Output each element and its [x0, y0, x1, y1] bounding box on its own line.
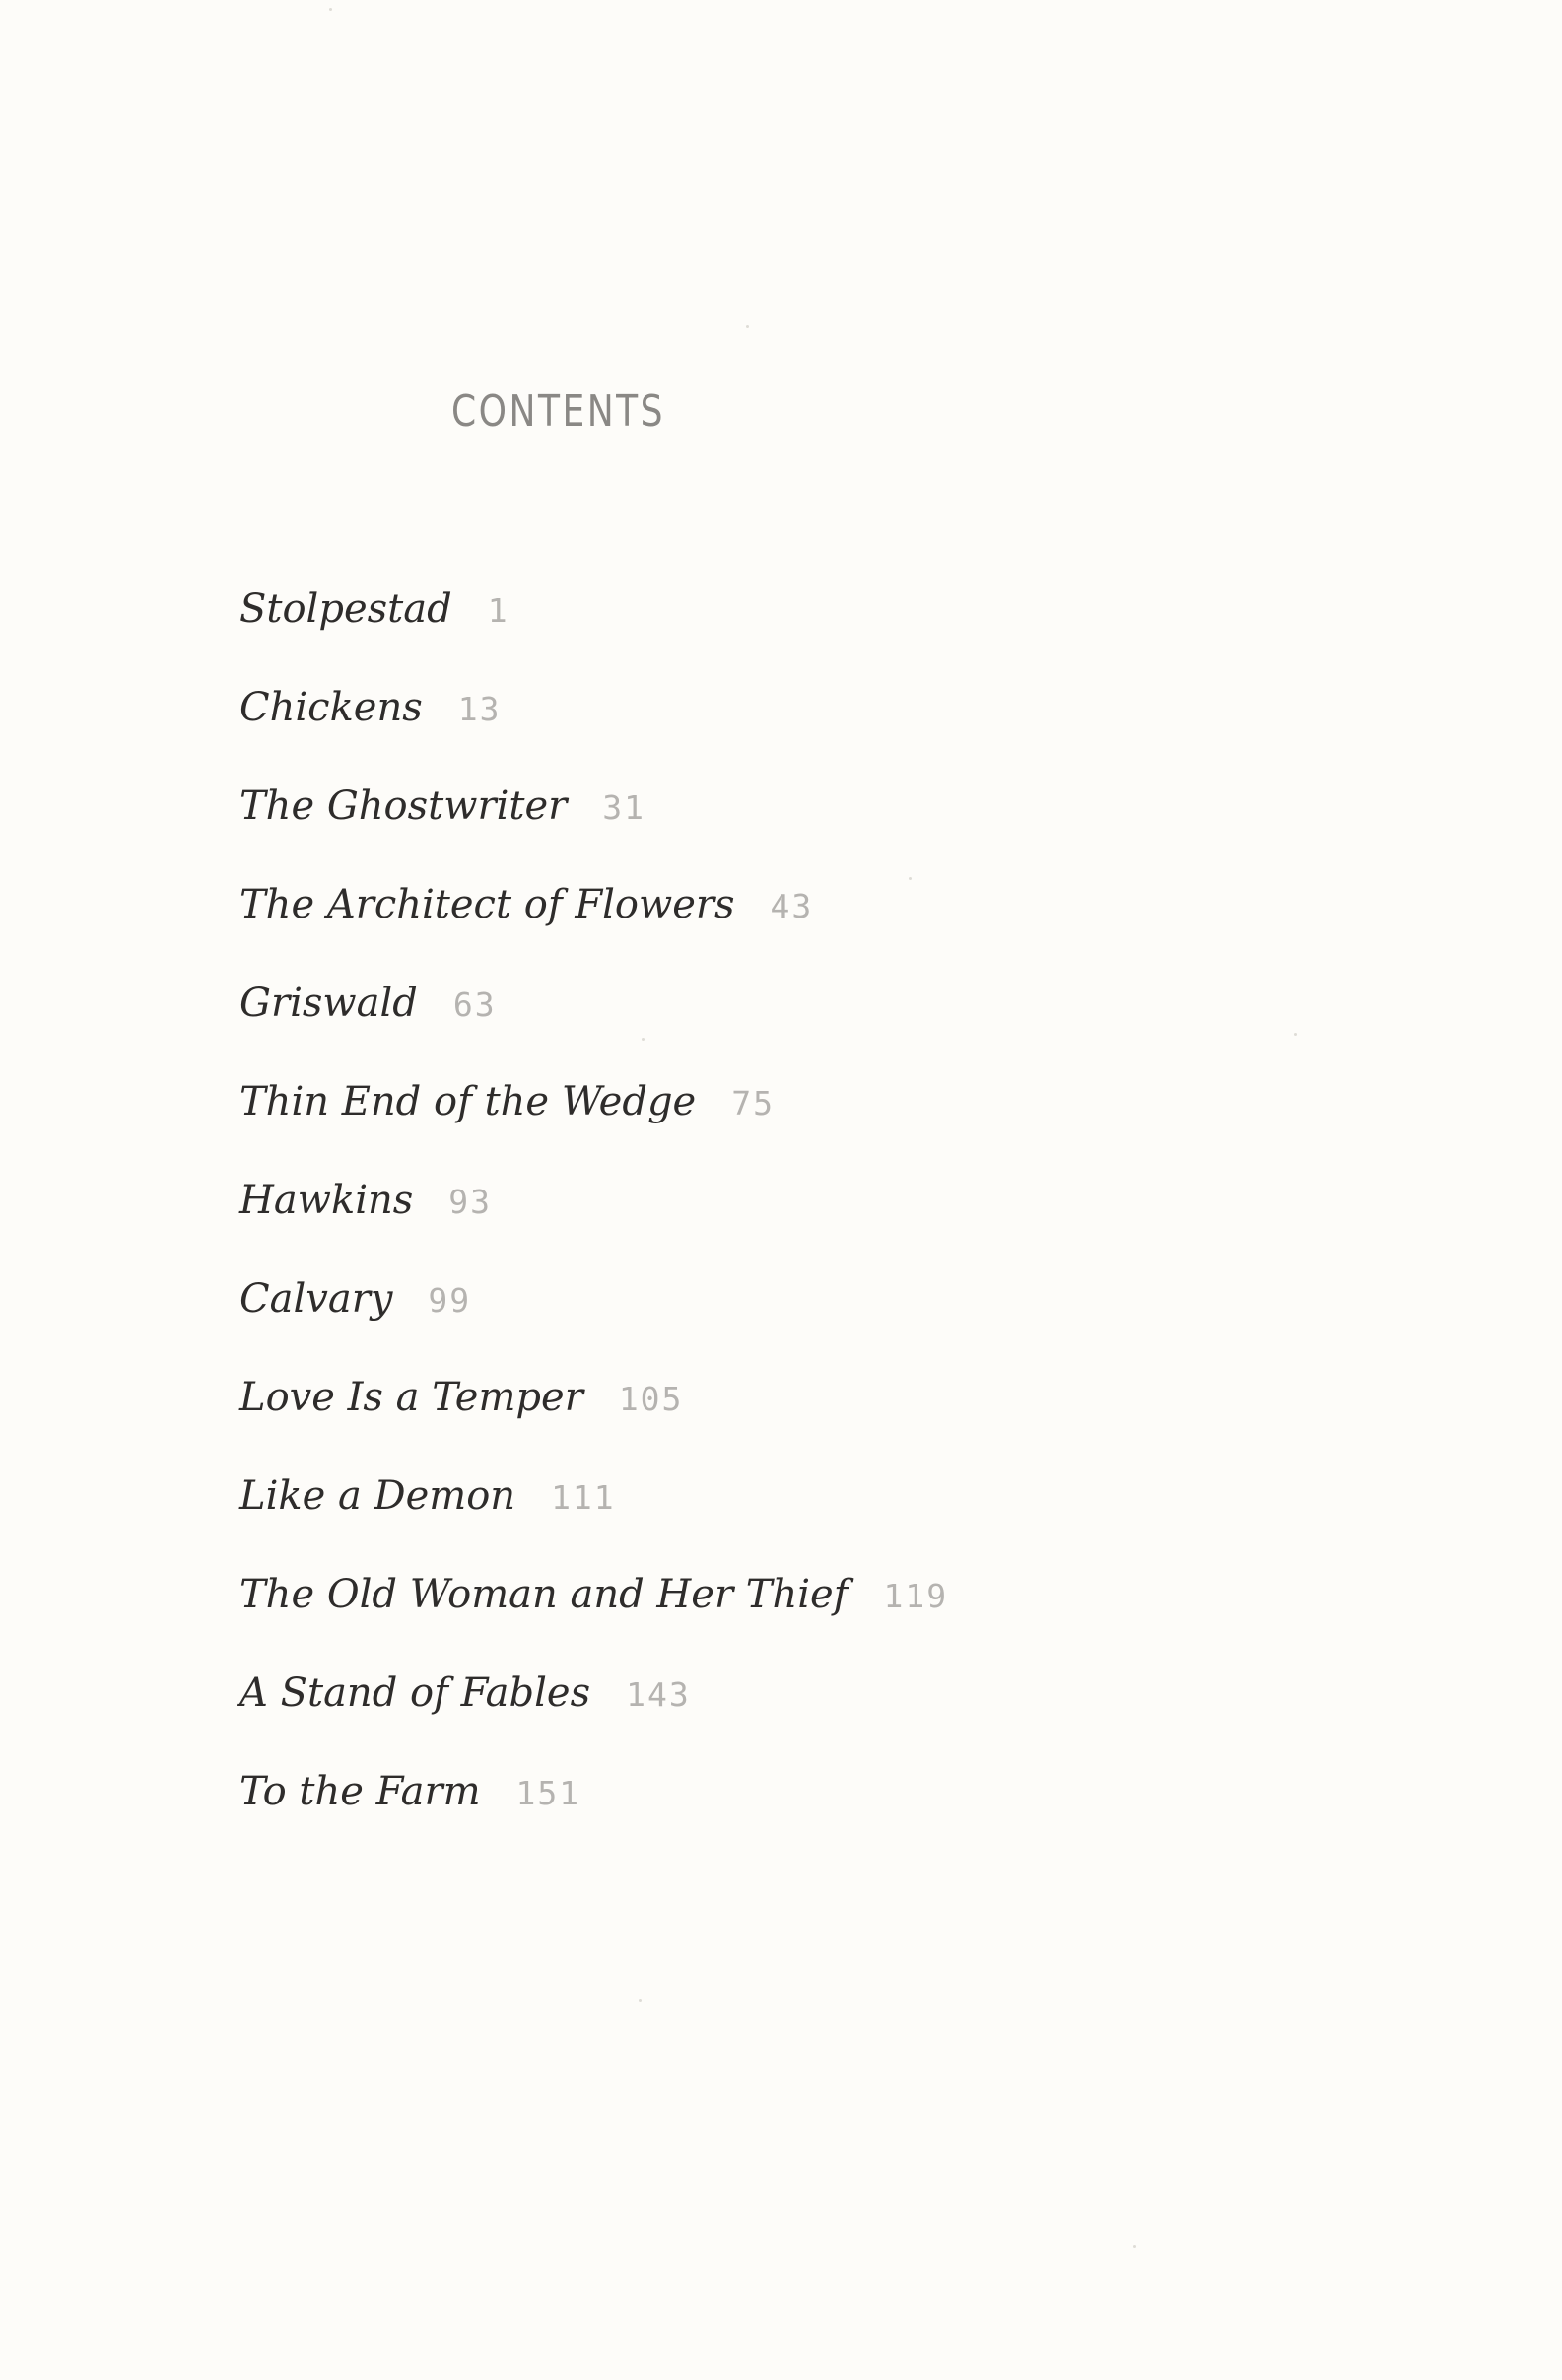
toc-entry-page: 63 [452, 986, 497, 1024]
toc-entry-page: 151 [515, 1774, 581, 1812]
toc-entry-title: A Stand of Fables [239, 1670, 591, 1716]
toc-entry-title: The Architect of Flowers [239, 882, 735, 927]
toc-entry-page: 93 [448, 1183, 493, 1221]
toc-entry [239, 1473, 948, 1572]
toc-entry-title: Calvary [239, 1276, 393, 1322]
toc-entry-title: Hawkins [239, 1178, 414, 1223]
paper-speck [639, 1999, 642, 2002]
toc-entry-page: 13 [457, 690, 502, 728]
toc-entry-title: To the Farm [239, 1769, 481, 1814]
toc-entry [239, 981, 948, 1079]
toc-entry-title: Thin End of the Wedge [239, 1079, 697, 1124]
toc-entry [239, 1375, 948, 1473]
toc-entry [239, 1276, 948, 1375]
paper-speck [1133, 2245, 1136, 2248]
toc-entry-page: 143 [626, 1675, 691, 1714]
contents-heading: CONTENTS [451, 386, 666, 437]
toc-entry-page: 43 [770, 887, 814, 925]
paper-speck [1294, 1033, 1297, 1036]
paper-speck [746, 325, 749, 328]
toc-entry-page: 111 [551, 1478, 616, 1517]
toc-entry-page: 1 [487, 591, 509, 630]
toc-entry-page: 119 [883, 1577, 949, 1615]
toc-entry [239, 685, 948, 783]
toc-entry-title: Chickens [239, 685, 423, 730]
toc-entry-title: Stolpestad [239, 586, 452, 632]
toc-entry-page: 31 [602, 788, 645, 827]
toc-entry [239, 586, 948, 685]
toc-entry-title: The Old Woman and Her Thief [239, 1572, 849, 1617]
toc-entry [239, 1769, 948, 1868]
paper-speck [329, 8, 332, 11]
table-of-contents [239, 586, 948, 1868]
toc-entry [239, 783, 948, 882]
toc-entry [239, 1178, 948, 1276]
toc-entry-title: Like a Demon [239, 1473, 516, 1519]
toc-entry-page: 99 [428, 1281, 472, 1320]
toc-entry [239, 1079, 948, 1178]
toc-entry [239, 1572, 948, 1670]
toc-entry-title: Griswald [239, 981, 418, 1026]
toc-entry-title: Love Is a Temper [239, 1375, 583, 1420]
toc-entry [239, 882, 948, 981]
toc-entry [239, 1670, 948, 1769]
toc-entry-title: The Ghostwriter [239, 783, 568, 829]
toc-entry-page: 105 [618, 1380, 684, 1418]
toc-entry-page: 75 [731, 1084, 775, 1122]
